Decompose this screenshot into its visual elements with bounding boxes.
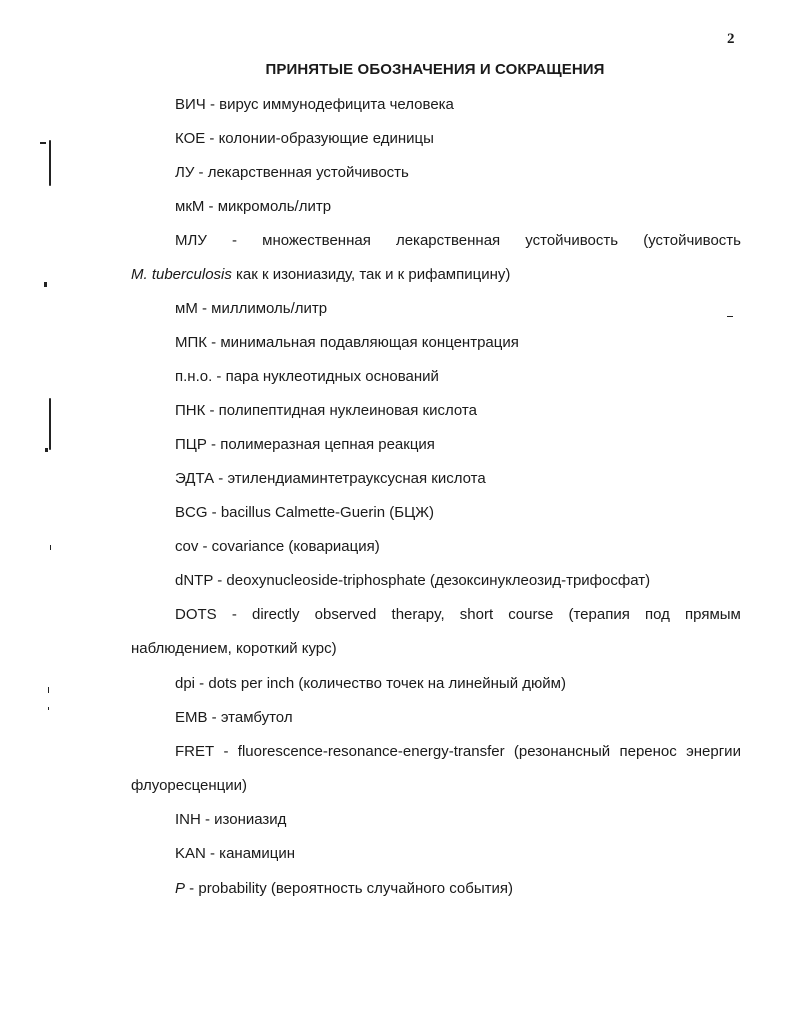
scan-mark [40, 142, 46, 144]
word: лекарственная [395, 232, 501, 249]
word: перенос [619, 743, 677, 760]
scan-mark [45, 448, 48, 452]
abbr-mm: мМ - миллимоль/литр [175, 300, 328, 317]
word: МЛУ [175, 232, 207, 249]
abbr-pno: п.н.о. - пара нуклеотидных оснований [175, 368, 439, 385]
word: устойчивость [525, 232, 619, 249]
abbr-mpk: МПК - минимальная подавляющая концентрация [175, 334, 519, 351]
word: множественная [262, 232, 371, 249]
abbr-fret-line2: флуоресценции) [131, 777, 248, 794]
abbr-mlu-line2 [131, 266, 510, 284]
word: directly [251, 606, 300, 623]
word: DOTS [175, 606, 217, 623]
abbr-inh: INH - изониазид [175, 811, 287, 828]
scan-mark [727, 316, 733, 317]
continuation-text: как к изониазиду, так и к рифампицину) [231, 266, 511, 283]
abbr-vich: ВИЧ - вирус иммунодефицита человека [175, 96, 454, 113]
abbr-dots-line1 [175, 606, 741, 624]
word: под [645, 606, 670, 623]
abbr-fret-line1 [175, 743, 741, 761]
abbr-cov: cov - covariance (ковариация) [175, 538, 380, 555]
abbr-kan: KAN - канамицин [175, 845, 295, 862]
scan-mark [48, 707, 49, 710]
abbr-bcg: BCG - bacillus Calmette-Guerin (БЦЖ) [175, 504, 435, 521]
word: - [231, 606, 237, 623]
continuation-text: - probability (вероятность случайного события) [185, 880, 513, 897]
word: short [459, 606, 494, 623]
abbr-pnk: ПНК - полипептидная нуклеиновая кислота [175, 402, 477, 419]
symbol-p: P [175, 880, 186, 897]
scan-mark [50, 545, 51, 550]
word: FRET [175, 743, 215, 760]
word: прямым [685, 606, 741, 623]
word: observed [314, 606, 377, 623]
abbr-pcr: ПЦР - полимеразная цепная реакция [175, 436, 435, 453]
word: therapy, [391, 606, 445, 623]
scan-mark [49, 398, 51, 450]
abbr-dntp: dNTP - deoxynucleoside-triphosphate (дезоксинуклеозид-трифосфат) [175, 572, 651, 589]
word: (терапия [568, 606, 630, 623]
page-title: ПРИНЯТЫЕ ОБОЗНАЧЕНИЯ И СОКРАЩЕНИЯ [265, 61, 605, 78]
word: - [223, 743, 229, 760]
abbr-mkm: мкМ - микромоль/литр [175, 198, 332, 215]
page-number: 2 [727, 31, 735, 47]
abbr-mlu-line1 [175, 232, 741, 250]
word: fluorescence-resonance-energy-transfer [237, 743, 505, 760]
abbr-lu: ЛУ - лекарственная устойчивость [175, 164, 409, 181]
word: course [508, 606, 554, 623]
word: (устойчивость [643, 232, 741, 249]
abbr-edta: ЭДТА - этилендиаминтетрауксусная кислота [175, 470, 486, 487]
abbr-p [175, 880, 513, 898]
scan-mark [48, 687, 49, 693]
word: - [232, 232, 237, 249]
word: энергии [686, 743, 741, 760]
abbr-dpi: dpi - dots per inch (количество точек на линейный дюйм) [175, 675, 566, 692]
scan-mark [49, 140, 51, 186]
word: (резонансный [513, 743, 611, 760]
species-name: M. tuberculosis [131, 266, 232, 283]
abbr-koe: КОЕ - колонии-образующие единицы [175, 130, 434, 147]
scan-mark [44, 282, 47, 287]
abbr-dots-line2: наблюдением, короткий курс) [131, 640, 337, 657]
abbr-emb: EMB - этамбутол [175, 709, 293, 726]
